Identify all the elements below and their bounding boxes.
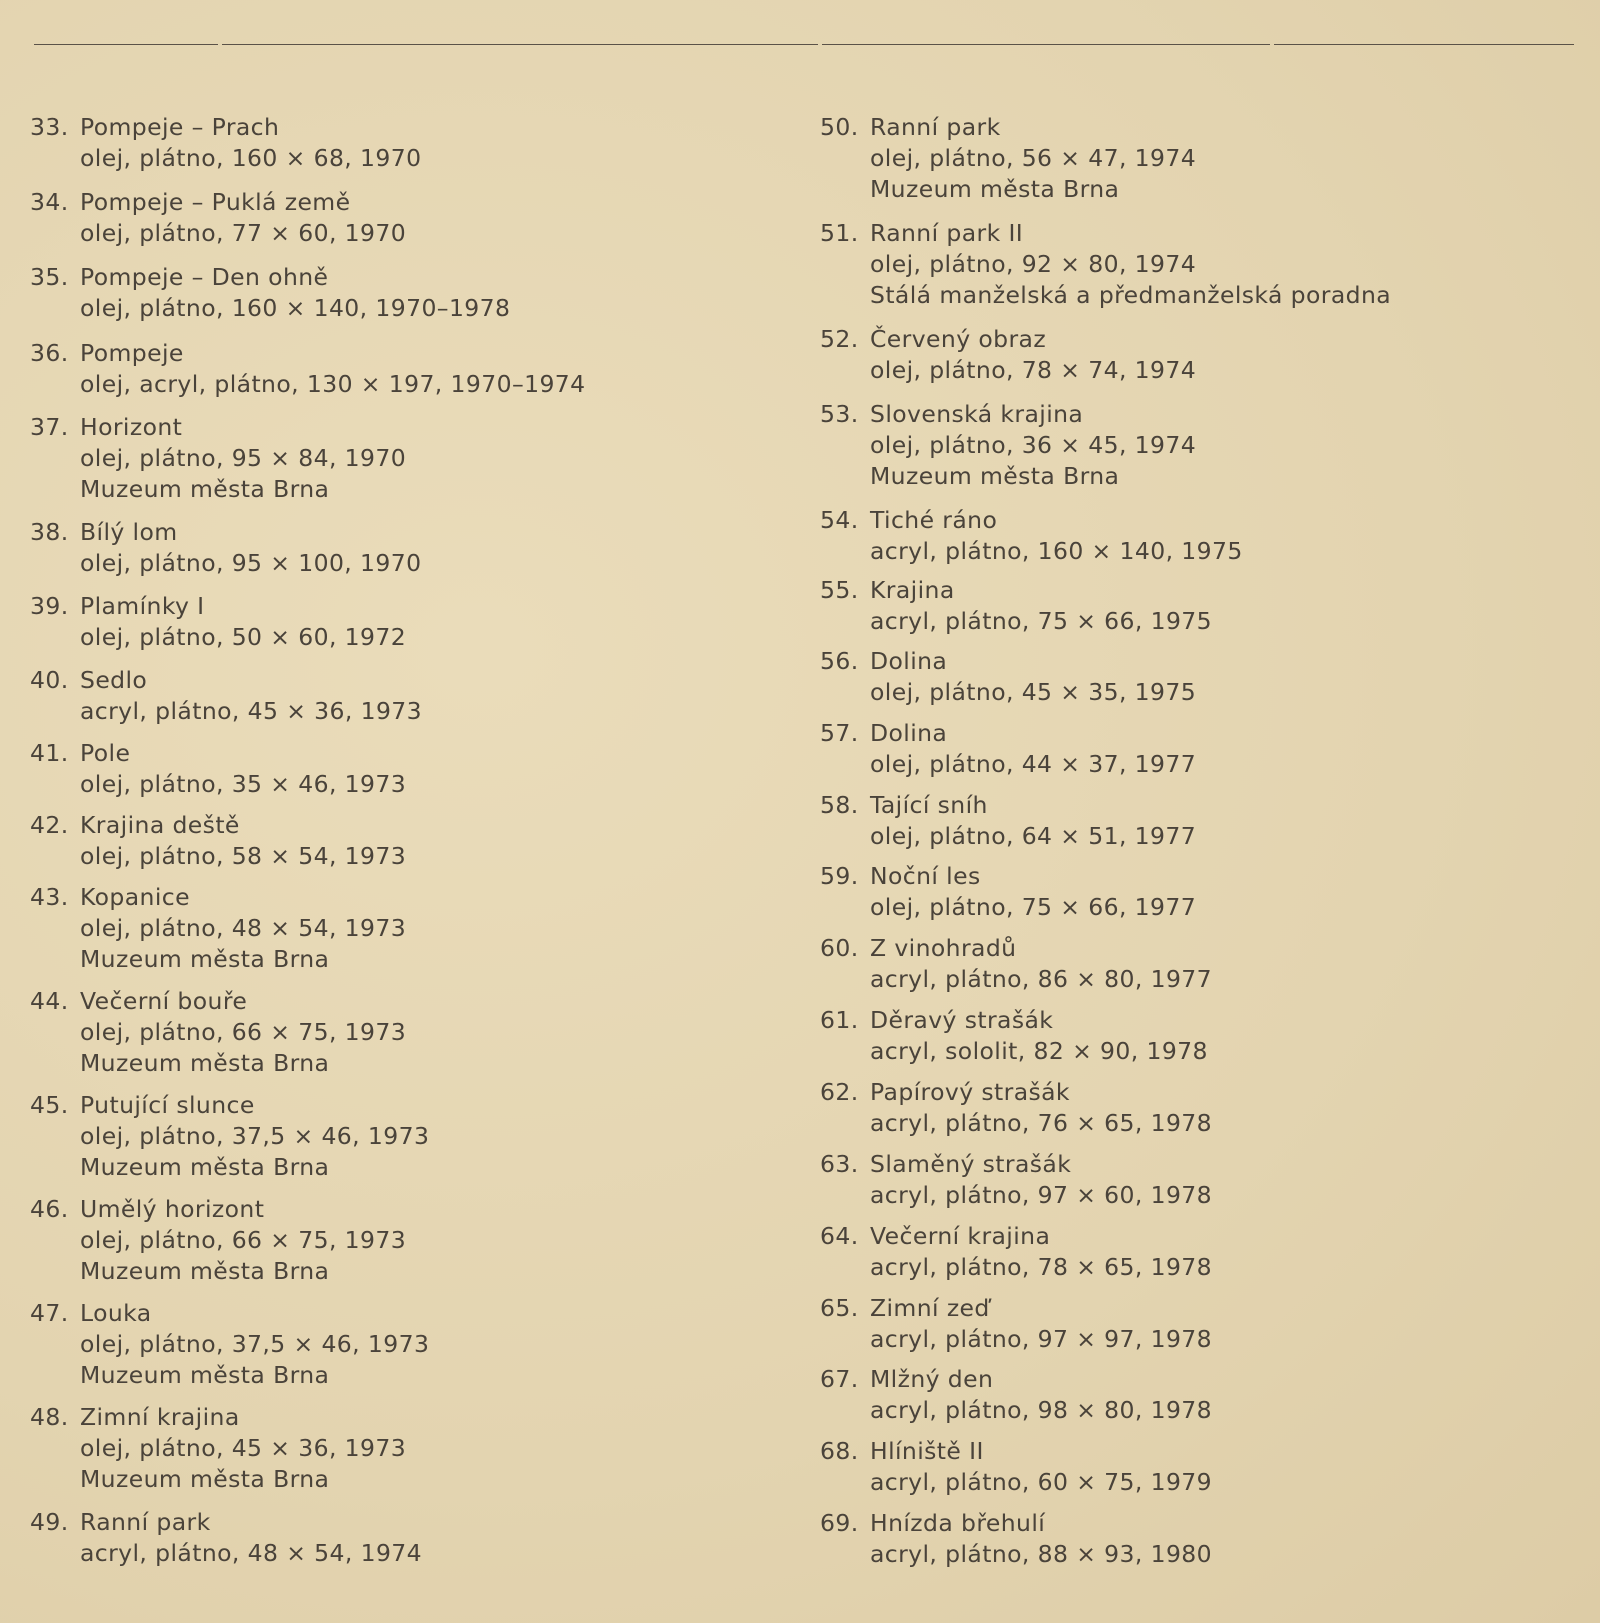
entry-title: Slaměný strašák (870, 1150, 1072, 1178)
entry-title: Hlíniště II (870, 1437, 984, 1465)
entry-details: olej, plátno, 95 × 100, 1970 (80, 549, 422, 577)
entry-number: 69. (820, 1509, 859, 1537)
entry-title: Hnízda břehulí (870, 1509, 1046, 1537)
catalog-entry (30, 1298, 429, 1391)
catalog-entry (820, 861, 1196, 923)
entry-title: Tiché ráno (870, 506, 998, 534)
entry-owner: Muzeum města Brna (870, 175, 1120, 203)
catalog-entry (820, 324, 1196, 386)
catalog-entry (820, 1005, 1208, 1067)
entry-number: 34. (30, 188, 69, 216)
entry-number: 45. (30, 1091, 69, 1119)
entry-number: 59. (820, 862, 859, 890)
entry-details: acryl, plátno, 48 × 54, 1974 (80, 1539, 423, 1567)
entry-number: 54. (820, 506, 859, 534)
entry-title: Umělý horizont (80, 1195, 265, 1223)
entry-number: 56. (820, 647, 859, 675)
entry-number: 37. (30, 413, 69, 441)
entry-details: olej, plátno, 44 × 37, 1977 (870, 750, 1197, 778)
entry-details: olej, plátno, 64 × 51, 1977 (870, 822, 1197, 850)
entry-title: Ranní park II (870, 219, 1024, 247)
entry-owner: Muzeum města Brna (870, 462, 1120, 490)
entry-title: Zimní zeď (870, 1294, 990, 1322)
entry-title: Večerní bouře (80, 987, 248, 1015)
entry-owner: Muzeum města Brna (80, 475, 330, 503)
entry-title: Noční les (870, 862, 981, 890)
entry-title: Slovenská krajina (870, 400, 1084, 428)
entry-details: olej, plátno, 37,5 × 46, 1973 (80, 1330, 430, 1358)
catalog-entry (30, 112, 421, 174)
catalog-entry (30, 412, 406, 505)
entry-title: Sedlo (80, 666, 148, 694)
entry-details: olej, plátno, 66 × 75, 1973 (80, 1018, 407, 1046)
catalog-entry (820, 1293, 1212, 1355)
entry-number: 50. (820, 113, 859, 141)
entry-title: Pompeje – Puklá země (80, 188, 351, 216)
entry-title: Dolina (870, 647, 948, 675)
entry-number: 48. (30, 1403, 69, 1431)
entry-details: acryl, sololit, 82 × 90, 1978 (870, 1037, 1208, 1065)
catalog-entry (820, 112, 1196, 205)
entry-title: Krajina (870, 576, 955, 604)
entry-title: Tající sníh (870, 791, 988, 819)
catalog-entry (820, 1508, 1212, 1570)
entry-title: Plamínky I (80, 592, 205, 620)
catalog-entry (820, 505, 1243, 567)
entry-details: acryl, plátno, 75 × 66, 1975 (870, 607, 1213, 635)
catalog-entry (30, 1507, 422, 1569)
catalog-entry (30, 665, 422, 727)
entry-title: Louka (80, 1299, 152, 1327)
entry-number: 60. (820, 934, 859, 962)
entry-owner: Muzeum města Brna (80, 945, 330, 973)
catalog-entry (820, 718, 1196, 780)
entry-details: olej, plátno, 45 × 35, 1975 (870, 678, 1197, 706)
catalog-entry (30, 1090, 429, 1183)
entry-owner: Muzeum města Brna (80, 1465, 330, 1493)
catalog-entry (30, 187, 406, 249)
catalog-entry (30, 1194, 406, 1287)
catalog-entry (30, 591, 406, 653)
entry-number: 35. (30, 263, 69, 291)
entry-title: Z vinohradů (870, 934, 1017, 962)
entry-title: Putující slunce (80, 1091, 255, 1119)
entry-number: 63. (820, 1150, 859, 1178)
entry-details: olej, plátno, 78 × 74, 1974 (870, 356, 1197, 384)
entry-title: Bílý lom (80, 518, 178, 546)
entry-details: acryl, plátno, 86 × 80, 1977 (870, 965, 1213, 993)
entry-details: olej, plátno, 92 × 80, 1974 (870, 250, 1197, 278)
entry-number: 68. (820, 1437, 859, 1465)
entry-number: 62. (820, 1078, 859, 1106)
catalog-entry (820, 646, 1196, 708)
catalog-entry (820, 575, 1212, 637)
catalog-entry (30, 810, 406, 872)
top-rule-left-1 (34, 44, 218, 45)
catalog-entry (30, 517, 421, 579)
entry-number: 51. (820, 219, 859, 247)
catalog-entry (820, 1436, 1212, 1498)
entry-number: 55. (820, 576, 859, 604)
entry-title: Papírový strašák (870, 1078, 1070, 1106)
entry-details: olej, plátno, 50 × 60, 1972 (80, 623, 407, 651)
entry-details: acryl, plátno, 98 × 80, 1978 (870, 1396, 1213, 1424)
entry-number: 47. (30, 1299, 69, 1327)
top-rule-right-2 (1274, 44, 1574, 45)
entry-details: acryl, plátno, 60 × 75, 1979 (870, 1468, 1213, 1496)
entry-details: acryl, plátno, 76 × 65, 1978 (870, 1109, 1213, 1137)
entry-number: 43. (30, 883, 69, 911)
catalog-entry (820, 790, 1196, 852)
entry-details: olej, plátno, 77 × 60, 1970 (80, 219, 407, 247)
entry-details: olej, plátno, 35 × 46, 1973 (80, 770, 407, 798)
entry-title: Pole (80, 739, 131, 767)
entry-number: 38. (30, 518, 69, 546)
entry-number: 36. (30, 339, 69, 367)
entry-title: Krajina deště (80, 811, 240, 839)
entry-details: olej, plátno, 56 × 47, 1974 (870, 144, 1197, 172)
entry-details: acryl, plátno, 88 × 93, 1980 (870, 1540, 1213, 1568)
entry-number: 67. (820, 1365, 859, 1393)
entry-title: Dolina (870, 719, 948, 747)
catalog-entry (820, 1364, 1212, 1426)
entry-title: Pompeje (80, 339, 184, 367)
entry-title: Mlžný den (870, 1365, 994, 1393)
catalog-entry (30, 882, 406, 975)
catalog-entry (820, 1221, 1212, 1283)
entry-details: olej, plátno, 66 × 75, 1973 (80, 1226, 407, 1254)
entry-details: olej, acryl, plátno, 130 × 197, 1970–1974 (80, 370, 586, 398)
catalog-entry (30, 1402, 406, 1495)
entry-owner: Muzeum města Brna (80, 1153, 330, 1181)
catalog-entry (30, 738, 406, 800)
catalog-entry (30, 262, 510, 324)
entry-number: 41. (30, 739, 69, 767)
entry-details: acryl, plátno, 97 × 97, 1978 (870, 1325, 1213, 1353)
entry-title: Červený obraz (870, 325, 1047, 353)
top-rule-left-2 (222, 44, 818, 45)
entry-details: acryl, plátno, 45 × 36, 1973 (80, 697, 423, 725)
entry-number: 58. (820, 791, 859, 819)
catalog-entry (30, 986, 406, 1079)
entry-title: Pompeje – Den ohně (80, 263, 329, 291)
entry-number: 53. (820, 400, 859, 428)
entry-details: olej, plátno, 95 × 84, 1970 (80, 444, 407, 472)
entry-title: Horizont (80, 413, 183, 441)
catalog-entry (820, 1149, 1212, 1211)
entry-title: Kopanice (80, 883, 190, 911)
catalog-entry (30, 338, 586, 400)
top-rule-right-1 (822, 44, 1270, 45)
entry-number: 52. (820, 325, 859, 353)
entry-details: olej, plátno, 37,5 × 46, 1973 (80, 1122, 430, 1150)
catalog-entry (820, 1077, 1212, 1139)
entry-details: olej, plátno, 58 × 54, 1973 (80, 842, 407, 870)
entry-number: 57. (820, 719, 859, 747)
catalog-entry (820, 218, 1391, 311)
entry-details: olej, plátno, 160 × 140, 1970–1978 (80, 294, 511, 322)
entry-number: 40. (30, 666, 69, 694)
entry-owner: Muzeum města Brna (80, 1049, 330, 1077)
entry-number: 46. (30, 1195, 69, 1223)
entry-title: Pompeje – Prach (80, 113, 280, 141)
entry-details: olej, plátno, 75 × 66, 1977 (870, 893, 1197, 921)
entry-details: olej, plátno, 45 × 36, 1973 (80, 1434, 407, 1462)
entry-owner: Muzeum města Brna (80, 1257, 330, 1285)
entry-details: acryl, plátno, 97 × 60, 1978 (870, 1181, 1213, 1209)
entry-title: Zimní krajina (80, 1403, 240, 1431)
entry-number: 33. (30, 113, 69, 141)
entry-title: Ranní park (80, 1508, 211, 1536)
entry-details: acryl, plátno, 160 × 140, 1975 (870, 537, 1243, 565)
entry-number: 61. (820, 1006, 859, 1034)
entry-details: olej, plátno, 48 × 54, 1973 (80, 914, 407, 942)
entry-number: 64. (820, 1222, 859, 1250)
entry-details: olej, plátno, 36 × 45, 1974 (870, 431, 1197, 459)
entry-title: Ranní park (870, 113, 1001, 141)
entry-number: 44. (30, 987, 69, 1015)
entry-title: Večerní krajina (870, 1222, 1051, 1250)
entry-title: Děravý strašák (870, 1006, 1054, 1034)
entry-details: acryl, plátno, 78 × 65, 1978 (870, 1253, 1213, 1281)
entry-number: 42. (30, 811, 69, 839)
entry-number: 39. (30, 592, 69, 620)
entry-owner: Muzeum města Brna (80, 1361, 330, 1389)
catalog-entry (820, 933, 1212, 995)
entry-details: olej, plátno, 160 × 68, 1970 (80, 144, 422, 172)
catalog-entry (820, 399, 1196, 492)
entry-number: 65. (820, 1294, 859, 1322)
entry-number: 49. (30, 1508, 69, 1536)
entry-owner: Stálá manželská a předmanželská poradna (870, 281, 1392, 309)
